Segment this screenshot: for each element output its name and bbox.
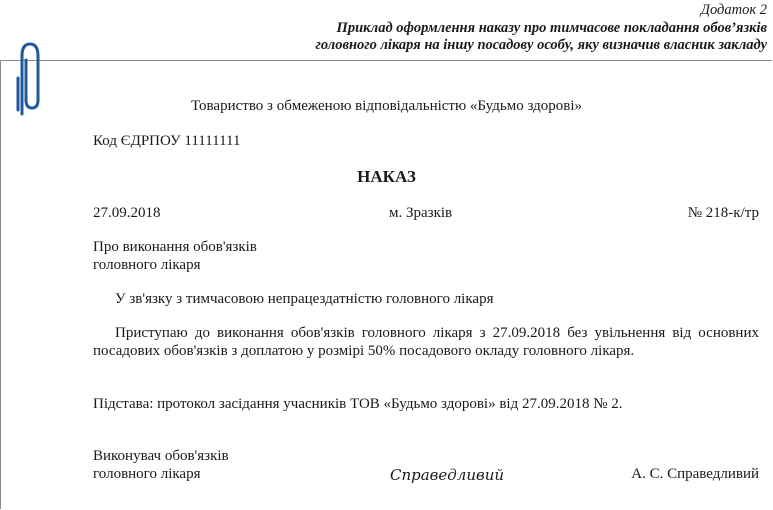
executor-title-line-1: Виконувач обов'язків [93, 448, 229, 464]
organization-name: Товариство з обмеженою відповідальністю «Будьмо здорові» [191, 98, 582, 114]
subject-line-1: Про виконання обов'язків [93, 239, 257, 255]
paragraph-order: Приступаю до виконання обов'язків головного лікаря з 27.09.2018 без увільнення від основних посадових обов'язків з доплатою у розмірі 50% посадового окладу головного лікаря. [93, 325, 759, 359]
appendix-label: Додаток 2 [700, 2, 767, 18]
order-number: № 218-к/тр [687, 205, 759, 221]
document-sheet [0, 60, 772, 509]
order-date: 27.09.2018 [93, 205, 161, 221]
appendix-caption-line-1: Приклад оформлення наказу про тимчасове покладання обов’язків [336, 19, 767, 36]
document-title: НАКАЗ [357, 167, 416, 186]
signature: Справедливий [390, 466, 505, 484]
signer-name: А. С. Справедливий [631, 466, 759, 482]
subject-line-2: головного лікаря [93, 257, 201, 273]
order-place: м. Зразків [389, 205, 453, 221]
basis-line: Підстава: протокол засідання учасників ТОВ «Будьмо здорові» від 27.09.2018 № 2. [93, 396, 623, 412]
appendix-caption-line-2: головного лікаря на іншу посадову особу, яку визначив власник закладу [315, 37, 767, 53]
executor-title-line-2: головного лікаря [93, 466, 201, 482]
appendix-header [316, 2, 767, 55]
paragraph-reason: У зв'язку з тимчасовою непрацездатністю головного лікаря [115, 291, 494, 307]
edrpou-code: Код ЄДРПОУ 11111111 [93, 133, 241, 149]
